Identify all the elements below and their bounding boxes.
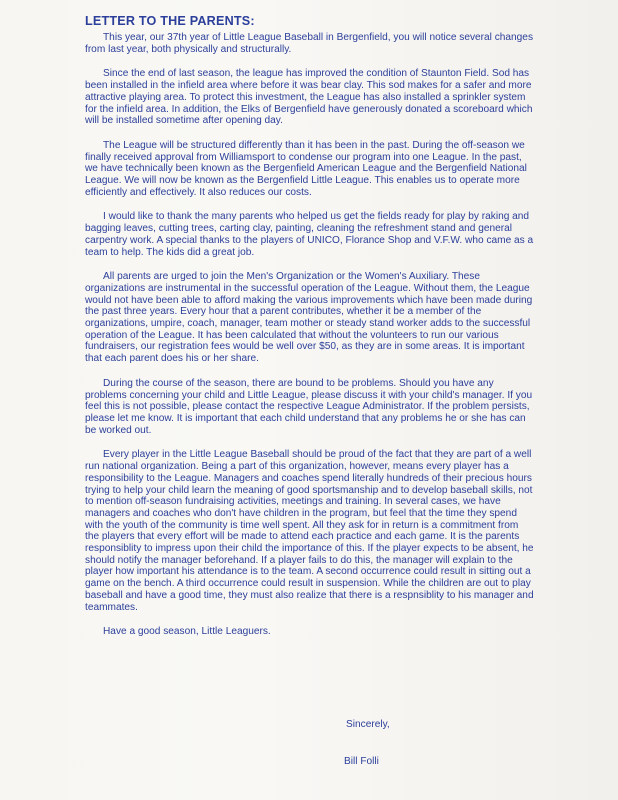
paragraph-organizations: All parents are urged to join the Men's Organization or the Women's Auxiliary. These organizations are instrumental in the successful operation of the League. Without them, the League would not have been able to afford making the various improvements which have been made during the past three years. Every hour that a parent contributes, whether it be a member of the organizations, umpire, coach, manager, team mother or steady stand worker adds to the successful operation of the League. It has been calculated that without the volunteers to run our various fundraisers, our registration fees would be well over $50, as they are in some areas. It is important that each parent does his or her share. — [85, 271, 533, 365]
paragraph-player-responsibility: Every player in the Little League Baseball should be proud of the fact that they are part of a well run national organization. Being a part of this organization, however, means every player has a responsibility to the League. Managers and coaches spend literally hundreds of their precious hours trying to help your child learn the meaning of good sportsmanship and to develop baseball skills, not to mention off-season fundraising activities, meetings and training. In several cases, we have managers and coaches who don't have children in the program, but feel that the time they spend with the youth of the community is time well spent. All they ask for in return is a commitment from the players that every effort will be made to attend each practice and each game. It is the parents responsiblity to impress upon their child the importance of this. If the player expects to be absent, he should notify the manager beforehand. If a player fails to do this, the manager will explain to the player how important his attendance is to the team. A second occurrence could result in sitting out a game on the bench. A third occurrence could result in suspension. While the children are out to play baseball and have a good time, they must also realize that there is a respnsiblity to his manager and teammates. — [85, 449, 534, 613]
paragraph-league-structure: The League will be structured differently than it has been in the past. During the off-season we finally received approval from Williamsport to condense our program into one League. In the past, we have technically been known as the Bergenfield American League and the Bergenfield National League. We will now be known as the Bergenfield Little League. This enables us to operate more efficiently and effectively. It also reduces our costs. — [85, 139, 527, 198]
paragraph-intro: This year, our 37th year of Little League Baseball in Bergenfield, you will notice several changes from last year, both physically and structurally. — [85, 32, 534, 55]
paragraph-problems: During the course of the season, there are bound to be problems. Should you have any problems concerning your child and Little League, please discuss it with your child's manager. If you feel this is not possible, please contact the respective League Administrator. If the problem persists, please let me know. It is important that each child understand that any problems he or she has can be worked out. — [85, 377, 533, 436]
letter-title: LETTER TO THE PARENTS: — [85, 14, 255, 28]
letter-body — [85, 13, 535, 638]
signer-name: Bill Folli — [344, 756, 379, 767]
paragraph-field-improvements: Since the end of last season, the league has improved the condition of Staunton Field. Sod has been installed in the infield area where before it was bear clay. This sod makes for a safer and more attractive playing area. To protect this investment, the League has also installed a sprinkler system for the infield area. In addition, the Elks of Bergenfield have generously donated a scoreboard which will be installed sometime after opening day. — [85, 68, 533, 127]
closing-greeting: Have a good season, Little Leaguers. — [103, 626, 271, 638]
paragraph-thanks: I would like to thank the many parents who helped us get the fields ready for play by raking and bagging leaves, cutting trees, carting clay, painting, cleaning the refreshment stand and general carpentry work. A special thanks to the players of UNICO, Florance Shop and V.F.W. who came as a team to help. The kids did a great job. — [85, 211, 534, 258]
sign-off: Sincerely, — [346, 719, 390, 730]
